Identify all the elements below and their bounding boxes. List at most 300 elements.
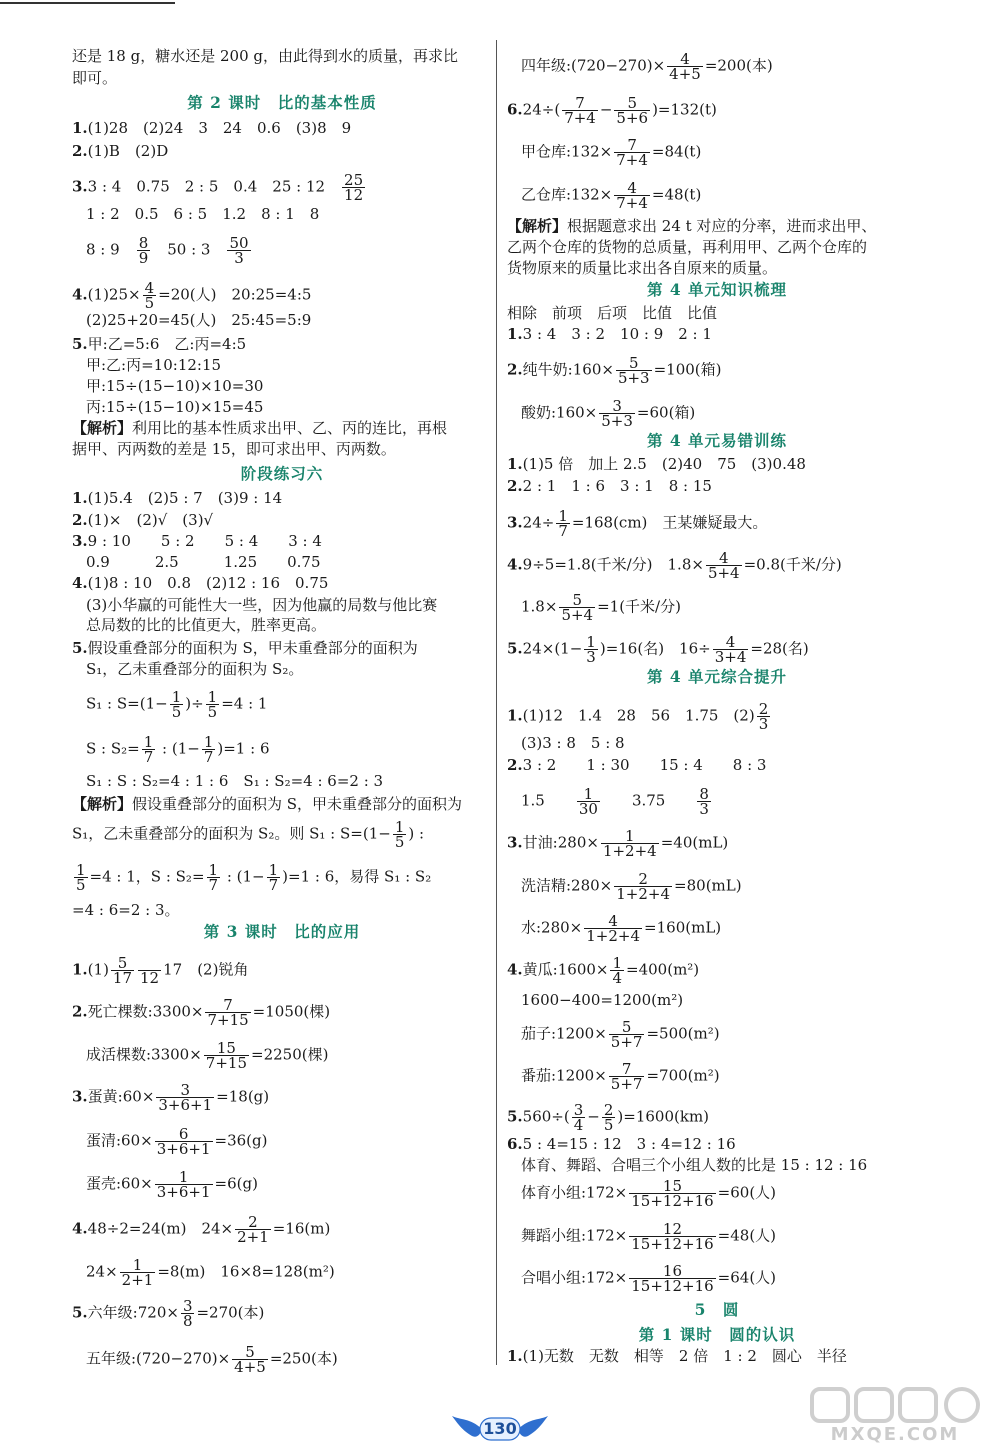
fraction <box>614 96 650 125</box>
fraction-denominator: 8 <box>182 1312 193 1330</box>
fraction-denominator: 7+4 <box>616 151 648 169</box>
fraction <box>609 1062 645 1091</box>
answer-text: 8 : 9 <box>86 240 135 259</box>
answer-text: 5 圆 <box>694 1300 740 1319</box>
answer-text: 六年级:720× <box>87 1303 179 1322</box>
answer-text: 24×(1− <box>522 639 583 658</box>
fraction-denominator: 4+5 <box>234 1358 266 1376</box>
fraction-numerator: 1 <box>612 954 623 972</box>
fraction <box>74 863 88 892</box>
answer-text: 甲:15÷(15−10)×10=30 <box>86 377 264 395</box>
answer-text: =28(名) <box>750 639 809 658</box>
fraction-denominator: 7+4 <box>564 109 596 127</box>
question-number: 3. <box>72 532 88 550</box>
question-number: 6. <box>507 100 523 119</box>
answer-text: S₁，乙未重叠部分的面积为 S₂。则 S₁ : S=(1− <box>72 824 391 843</box>
fraction-numerator: 4 <box>584 914 642 929</box>
answer-text: 根据题意求出 24 t 对应的分率，进而求出甲、 <box>567 217 877 235</box>
answer-text: 2 : 1 1 : 6 3 : 1 8 : 15 <box>522 477 712 495</box>
answer-line <box>507 237 927 257</box>
fraction-numerator: 1 <box>577 787 600 802</box>
fraction <box>556 509 570 538</box>
answer-line <box>72 996 492 1029</box>
answer-text: 1 : 2 0.5 6 : 5 1.2 8 : 1 8 <box>86 205 320 223</box>
fraction-denominator: 5 <box>144 294 155 312</box>
answer-line <box>72 861 492 894</box>
fraction-denominator: 7 <box>143 748 154 766</box>
answer-line <box>507 354 927 387</box>
answer-text: )=132(t) <box>652 100 717 119</box>
answer-line <box>72 552 506 572</box>
fraction-numerator: 2 <box>603 1101 614 1119</box>
question-number: 2. <box>507 360 523 379</box>
fraction-numerator: 3 <box>599 399 635 414</box>
answer-line <box>72 733 506 766</box>
fraction-denominator: 3 <box>234 249 244 267</box>
section-heading <box>507 1300 927 1320</box>
answer-line <box>72 1297 492 1330</box>
section-heading <box>507 667 927 687</box>
fraction-numerator: 1 <box>76 861 86 879</box>
answer-text: =80(mL) <box>674 876 742 895</box>
answer-text: (1)5 倍 加上 2.5 (2)40 75 (3)0.48 <box>522 455 806 473</box>
fraction-denominator: 4 <box>573 1116 584 1134</box>
answer-line <box>72 595 506 615</box>
fraction <box>138 956 161 985</box>
answer-text: S₁ : S : S₂=4 : 1 : 6 S₁ : S₂=4 : 6=2 : 3 <box>86 772 384 790</box>
section-heading <box>507 280 927 300</box>
answer-line <box>72 234 506 267</box>
analysis-label: 【解析】 <box>507 217 568 235</box>
fraction-numerator: 2 <box>235 1215 271 1230</box>
answer-text: 货物原来的质量比求出各自原来的质量。 <box>507 259 778 277</box>
question-number: 5. <box>507 1107 523 1126</box>
answer-line <box>507 324 927 344</box>
answer-line <box>72 376 506 396</box>
question-number: 4. <box>72 285 88 304</box>
fraction <box>757 702 771 731</box>
answer-text: (1)无数 无数 相等 2 倍 1 : 2 圆心 半径 <box>522 1347 847 1365</box>
fraction-denominator: 17 <box>112 969 133 987</box>
fraction-numerator: 7 <box>609 1062 645 1077</box>
fraction-numerator: 1 <box>203 733 214 751</box>
answer-line <box>72 900 492 920</box>
answer-text: S₁，乙未重叠部分的面积为 S₂。 <box>86 660 304 678</box>
answer-line <box>72 771 506 791</box>
fraction-denominator: 5+3 <box>617 369 650 387</box>
fraction-numerator: 6 <box>155 1127 213 1142</box>
fraction-denominator: 15+12+16 <box>631 1277 714 1295</box>
answer-text: =2250(棵) <box>251 1045 329 1064</box>
answer-text: =60(人) <box>717 1183 777 1202</box>
answer-text: 1600−400=1200(m²) <box>521 991 684 1009</box>
answer-text: 24÷( <box>522 100 561 119</box>
answer-line <box>72 355 506 375</box>
fraction-numerator: 8 <box>138 234 149 252</box>
fraction-numerator: 2 <box>758 700 769 718</box>
answer-text: )÷ <box>185 694 204 713</box>
fraction-numerator: 5 <box>111 956 134 971</box>
answer-line <box>507 1262 941 1295</box>
fraction-numerator: 7 <box>205 998 250 1013</box>
answer-line <box>507 1346 927 1366</box>
answer-text: 第 3 课时 比的应用 <box>203 922 361 941</box>
answer-line <box>72 118 492 138</box>
fraction-numerator: 50 <box>229 234 249 252</box>
fraction-numerator: 5 <box>609 1020 645 1035</box>
answer-text: ) : <box>408 824 425 843</box>
fraction-denominator: 15+12+16 <box>631 1235 714 1253</box>
answer-line <box>72 488 492 508</box>
fraction-denominator: 1+2+4 <box>586 927 641 945</box>
answer-text: =6(g) <box>214 1174 258 1193</box>
answer-text: 24× <box>86 1262 118 1281</box>
answer-text: 第 2 课时 比的基本性质 <box>187 93 377 112</box>
question-number: 3. <box>72 1087 88 1106</box>
fraction <box>559 593 595 622</box>
answer-text: 3 : 4 0.75 2 : 5 0.4 25 : 12 <box>87 177 341 196</box>
answer-text: 假设重叠部分的面积为 S，甲未重叠部分的面积为 <box>87 639 418 657</box>
answer-text: 黄瓜:1600× <box>522 960 609 979</box>
answer-text: 舞蹈小组:172× <box>521 1226 628 1245</box>
fraction <box>111 956 134 985</box>
answer-line <box>72 1039 506 1072</box>
answer-text: =36(g) <box>214 1131 268 1150</box>
fraction-numerator: 1 <box>558 507 568 525</box>
answer-text: 3 : 4 3 : 2 10 : 9 2 : 1 <box>522 325 712 343</box>
fraction <box>156 1083 214 1112</box>
fraction <box>577 787 600 816</box>
answer-text: =160(mL) <box>644 918 722 937</box>
answer-line <box>72 638 492 658</box>
fraction <box>205 998 250 1027</box>
fraction-numerator: 1 <box>268 861 279 879</box>
fraction <box>142 735 156 764</box>
answer-line <box>72 141 492 161</box>
answer-text: 第 4 单元易错训练 <box>646 431 788 450</box>
answer-text: 死亡棵数:3300× <box>87 1002 204 1021</box>
fraction-numerator: 12 <box>629 1222 715 1237</box>
answer-text: =0.8(千米/分) <box>743 555 842 574</box>
answer-line <box>72 615 506 635</box>
fraction-denominator: 7 <box>558 522 568 540</box>
page-number: 130 <box>483 1419 517 1438</box>
fraction-denominator: 5+6 <box>616 109 649 127</box>
answer-line <box>507 870 941 903</box>
answer-text: 9 : 10 5 : 2 5 : 4 3 : 4 <box>87 532 322 550</box>
answer-line <box>72 531 492 551</box>
fraction-numerator: 4 <box>614 181 650 196</box>
answer-text: =40(mL) <box>660 833 729 852</box>
fraction-denominator: 4 <box>612 969 623 987</box>
question-number: 2. <box>72 1002 88 1021</box>
answer-line <box>507 954 927 987</box>
fraction-numerator: 5 <box>616 356 652 371</box>
fraction-denominator: 2+1 <box>237 1228 269 1246</box>
answer-text: 3.75 <box>601 791 696 810</box>
fraction-denominator: 7+15 <box>205 1054 247 1072</box>
fraction <box>137 236 151 265</box>
answer-text: (3)3 : 8 5 : 8 <box>521 734 625 752</box>
answer-text: =4 : 6=2 : 3。 <box>72 901 180 919</box>
question-number: 1. <box>507 325 523 343</box>
fraction-denominator: 15+12+16 <box>631 1192 714 1210</box>
fraction <box>713 635 749 664</box>
fraction-denominator: 3 <box>699 800 709 818</box>
fraction <box>232 1345 268 1374</box>
fraction <box>572 1103 586 1132</box>
answer-text: 甲仓库:132× <box>521 142 613 161</box>
answer-text: (1)28 (2)24 3 24 0.6 (3)8 9 <box>87 119 352 137</box>
fraction-denominator: 7 <box>268 876 279 894</box>
analysis-label: 【解析】 <box>72 795 133 813</box>
question-number: 2. <box>72 142 88 160</box>
answer-text: (2)锐角 <box>182 960 249 979</box>
answer-text: S₁ : S=(1− <box>86 694 168 713</box>
answer-text: : (1− <box>157 739 200 758</box>
fraction-numerator: 15 <box>204 1041 249 1056</box>
answer-text: =8(m) 16×8=128(m²) <box>157 1262 335 1281</box>
answer-text: 阶段练习六 <box>240 464 324 483</box>
fraction <box>601 829 659 858</box>
answer-text: 乙仓库:132× <box>521 185 613 204</box>
answer-text: =20(人) 20:25=4:5 <box>158 285 312 304</box>
fraction <box>602 1103 616 1132</box>
answer-text: =100(箱) <box>653 360 722 379</box>
question-number: 1. <box>72 119 88 137</box>
answer-text: (1)25× <box>87 285 141 304</box>
fraction <box>584 914 642 943</box>
fraction <box>155 1127 213 1156</box>
answer-text: =48(t) <box>651 185 702 204</box>
answer-text: 纯牛奶:160× <box>522 360 614 379</box>
answer-line <box>507 136 941 169</box>
fraction-numerator: 2 <box>614 872 672 887</box>
answer-text: 0.9 2.5 1.25 0.75 <box>86 553 321 571</box>
answer-text: − <box>599 100 613 119</box>
answer-line <box>72 279 492 312</box>
fraction <box>202 735 216 764</box>
question-number: 4. <box>72 1219 88 1238</box>
fraction <box>207 863 221 892</box>
answer-line <box>72 310 506 330</box>
answer-line <box>72 1168 506 1201</box>
answer-line <box>507 1134 927 1154</box>
fraction <box>120 1258 156 1287</box>
answer-text: : (1− <box>222 867 265 886</box>
answer-text: )=1 : 6 <box>217 739 270 758</box>
fraction-numerator: 15 <box>629 1179 715 1194</box>
question-number: 2. <box>507 477 523 495</box>
answer-text: 蛋黄:60× <box>87 1087 155 1106</box>
fraction-denominator: 1+2+4 <box>602 842 657 860</box>
fraction <box>610 956 624 985</box>
answer-line <box>72 1081 492 1114</box>
answer-text: 乙两个仓库的货物的总质量，再利用甲、乙两个仓库的 <box>507 238 868 256</box>
watermark-text: MXQE.COM <box>830 1424 960 1445</box>
answer-text: S : S₂= <box>86 739 140 758</box>
section-heading <box>72 922 492 942</box>
answer-text: 560÷( <box>522 1107 570 1126</box>
answer-text: =500(m²) <box>646 1024 720 1043</box>
answer-text: 还是 18 g，糖水还是 200 g，由此得到水的质量，再求比 <box>72 47 458 65</box>
answer-line <box>507 1177 941 1210</box>
answer-text: =1(千米/分) <box>597 597 681 616</box>
answer-text: )=1600(km) <box>617 1107 710 1126</box>
answer-text: (2)25+20=45(人) 25:45=5:9 <box>86 311 312 329</box>
answer-text: (1)× (2)√ (3)√ <box>87 511 214 529</box>
fraction-denominator: 7 <box>203 748 214 766</box>
answer-text: 即可。 <box>72 69 118 87</box>
answer-text: 总局数的比的比值更大，胜率更高。 <box>86 616 327 634</box>
answer-text: =48(人) <box>717 1226 777 1245</box>
fraction <box>706 551 742 580</box>
answer-text: 第 1 课时 圆的认识 <box>638 1325 796 1344</box>
answer-text: 洗洁精:280× <box>521 876 613 895</box>
question-number: 1. <box>72 960 88 979</box>
fraction-numerator: 8 <box>699 785 709 803</box>
answer-text: =200(本) <box>704 56 773 75</box>
fraction-denominator: 5+4 <box>707 564 740 582</box>
fraction <box>227 236 250 265</box>
answer-text: 9÷5=1.8(千米/分) 1.8× <box>522 555 704 574</box>
fraction-numerator: 1 <box>394 818 405 836</box>
answer-line <box>507 827 927 860</box>
answer-text: 24÷ <box>522 513 555 532</box>
fraction-denominator: 3 <box>586 648 596 666</box>
fraction-numerator: 5 <box>614 96 650 111</box>
fraction <box>614 181 650 210</box>
answer-line <box>72 659 506 679</box>
answer-line <box>507 303 927 323</box>
answer-text: 番茄:1200× <box>521 1066 607 1085</box>
answer-text: =4 : 1，S : S₂= <box>89 867 205 886</box>
fraction-denominator: 5 <box>76 876 86 894</box>
fraction <box>181 1299 195 1328</box>
fraction-denominator: 9 <box>138 249 149 267</box>
answer-line <box>507 1101 927 1134</box>
answer-text: =1050(棵) <box>252 1002 331 1021</box>
fraction-numerator: 1 <box>155 1170 213 1185</box>
answer-line <box>72 46 492 66</box>
fraction <box>143 281 157 310</box>
answer-text: =270(本) <box>196 1303 265 1322</box>
answer-line <box>72 688 506 721</box>
answer-line <box>507 785 941 818</box>
answer-text: 蛋壳:60× <box>86 1174 153 1193</box>
fraction <box>629 1264 715 1293</box>
fraction-numerator: 1 <box>208 861 219 879</box>
fraction-denominator: 3 <box>758 715 769 733</box>
fraction-numerator: 3 <box>573 1101 584 1119</box>
fraction-denominator: 3+6+1 <box>156 1183 211 1201</box>
answer-text: 丙:15÷(15−10)×15=45 <box>86 398 264 416</box>
answer-line <box>72 794 492 814</box>
answer-text: 体育小组:172× <box>521 1183 628 1202</box>
fraction <box>393 820 407 849</box>
fraction <box>235 1215 271 1244</box>
section-heading <box>507 431 927 451</box>
question-number: 1. <box>72 489 88 507</box>
answer-text: 体育、舞蹈、合唱三个小组人数的比是 15 : 12 : 16 <box>521 1156 868 1174</box>
answer-text: 5 : 4=15 : 12 3 : 4=12 : 16 <box>522 1135 736 1153</box>
fraction-denominator: 5+4 <box>561 606 594 624</box>
answer-line <box>72 204 506 224</box>
answer-line <box>507 1018 941 1051</box>
fraction <box>599 399 635 428</box>
answer-text: (1)8 : 10 0.8 (2)12 : 16 0.75 <box>87 574 329 592</box>
fraction-denominator: 5 <box>171 703 182 721</box>
answer-text: =4 : 1 <box>221 694 268 713</box>
answer-text: 水:280× <box>521 918 583 937</box>
fraction <box>267 863 281 892</box>
fraction-denominator: 3+4 <box>714 648 747 666</box>
fraction-denominator: 2+1 <box>121 1271 154 1289</box>
answer-line <box>72 397 506 417</box>
answer-text: 甲:乙=5:6 乙:丙=4:5 <box>87 335 247 353</box>
answer-text: 第 4 单元综合提升 <box>646 667 788 686</box>
answer-line <box>72 818 492 851</box>
answer-text: 50 : 3 <box>152 240 226 259</box>
answer-line <box>72 954 492 987</box>
answer-line <box>507 397 941 430</box>
answer-line <box>72 1125 506 1158</box>
fraction-denominator: 5 <box>207 703 218 721</box>
answer-text: 48÷2=24(m) 24× <box>87 1219 234 1238</box>
answer-text: =84(t) <box>651 142 702 161</box>
section-heading <box>507 1325 927 1345</box>
answer-line <box>507 179 941 212</box>
answer-text: 甘油:280× <box>522 833 599 852</box>
answer-line <box>507 990 941 1010</box>
page-number-badge <box>452 1414 548 1444</box>
question-number: 2. <box>72 511 88 529</box>
answer-text: − <box>587 1107 600 1126</box>
answer-line <box>507 633 927 666</box>
answer-line <box>507 1220 941 1253</box>
fraction-denominator: 5 <box>603 1116 614 1134</box>
fraction-denominator: 7 <box>208 876 219 894</box>
question-number: 4. <box>72 574 88 592</box>
answer-text: 假设重叠部分的面积为 S，甲未重叠部分的面积为 <box>132 795 463 813</box>
fraction-numerator: 16 <box>629 1264 715 1279</box>
section-heading <box>72 464 492 484</box>
fraction-numerator: 7 <box>562 96 598 111</box>
fraction-numerator: 4 <box>713 635 749 650</box>
fraction <box>697 787 711 816</box>
answer-line <box>507 50 941 83</box>
fraction-denominator: 1+2+4 <box>616 885 671 903</box>
answer-text: 据甲、丙两数的差是 15，即可求出甲、丙两数。 <box>72 440 396 458</box>
answer-line <box>72 573 492 593</box>
answer-text: =168(cm) 王某嫌疑最大。 <box>571 513 768 532</box>
question-number: 3. <box>507 833 523 852</box>
fraction-numerator: 1 <box>586 633 596 651</box>
watermark <box>800 1385 990 1447</box>
answer-text: (1)12 1.4 28 56 1.75 (2) <box>522 706 755 725</box>
fraction-denominator: 5+3 <box>601 412 633 430</box>
answer-text: 1.8× <box>521 597 558 616</box>
answer-text: 五年级:(720−270)× <box>86 1349 231 1368</box>
answer-line <box>72 1256 506 1289</box>
answer-line <box>507 591 941 624</box>
fraction-denominator: 12 <box>140 969 160 987</box>
fraction-numerator: 4 <box>667 52 703 67</box>
question-number: 4. <box>507 555 523 574</box>
fraction-numerator: 3 <box>156 1083 214 1098</box>
answer-line <box>507 258 927 278</box>
fraction-denominator: 5+7 <box>610 1033 643 1051</box>
